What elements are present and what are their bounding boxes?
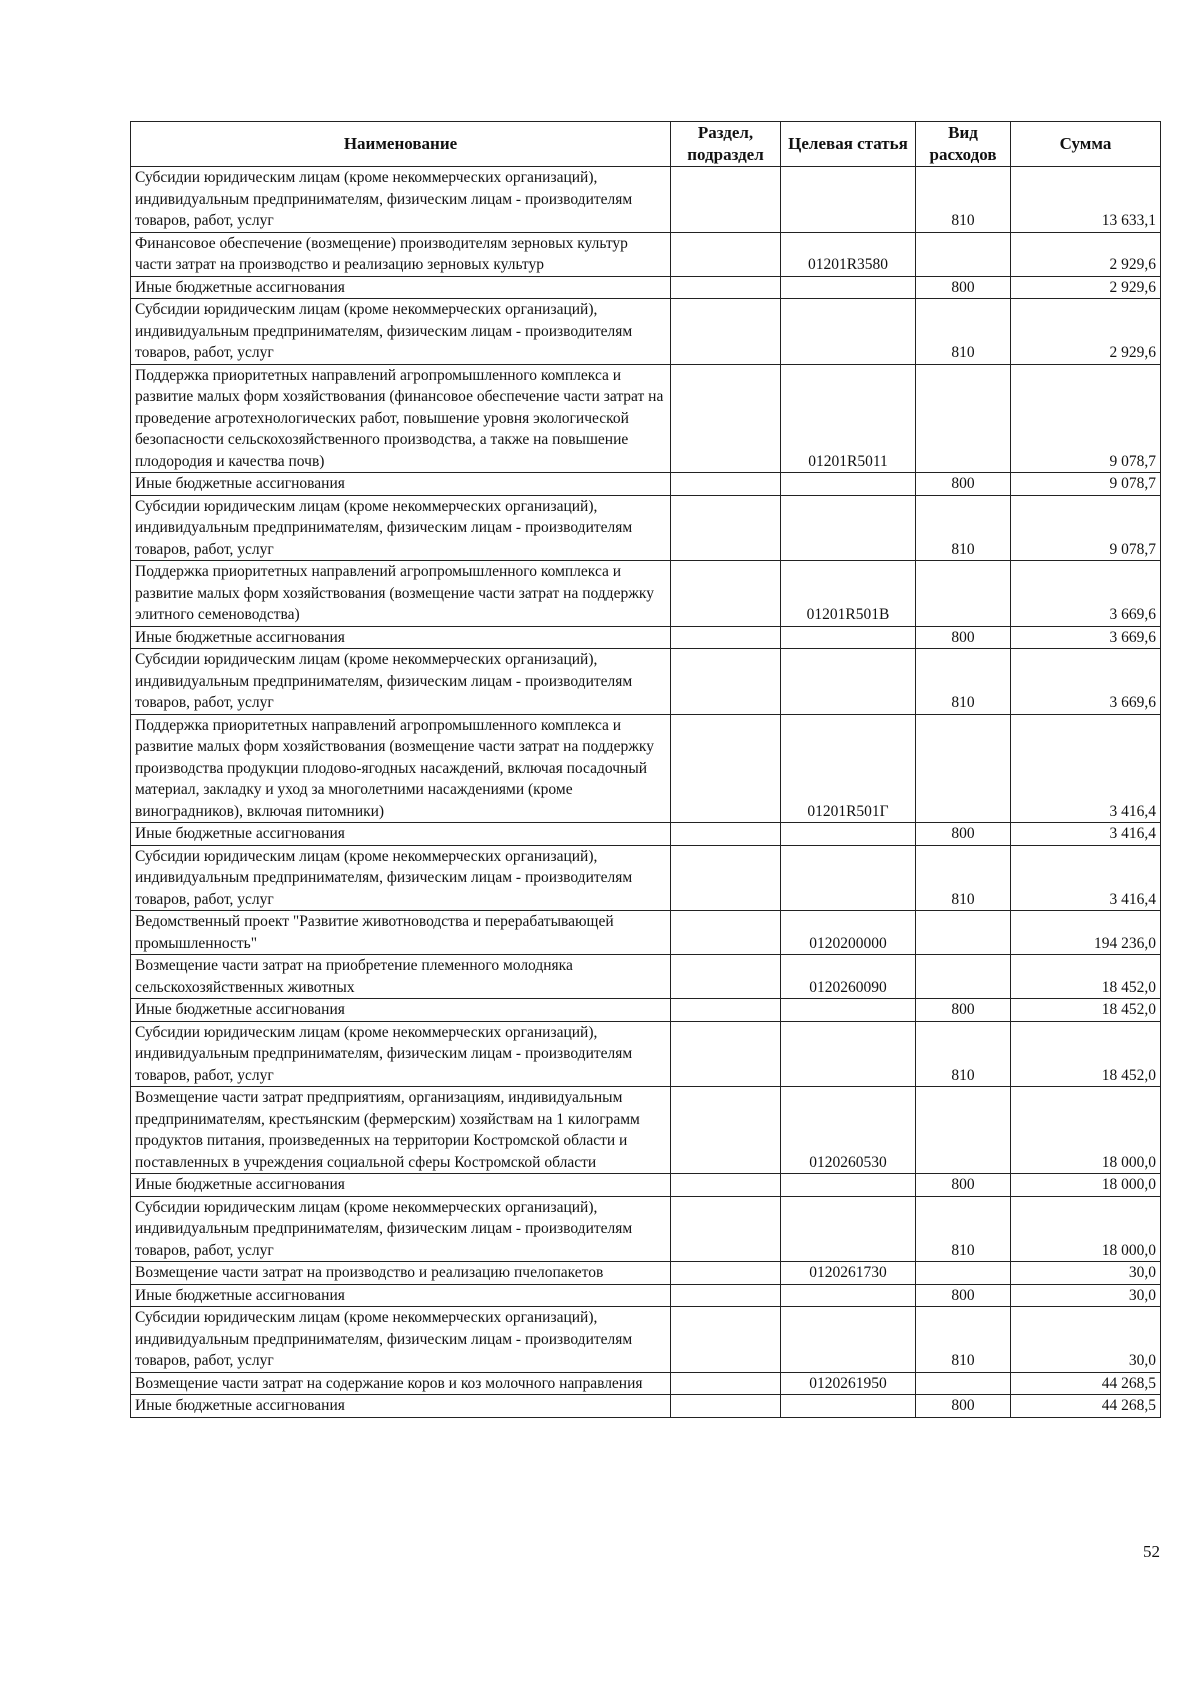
cell-type: 800: [916, 1395, 1011, 1418]
cell-name: Возмещение части затрат на производство и реализацию пчелопакетов: [131, 1262, 671, 1285]
cell-sum: 44 268,5: [1011, 1372, 1161, 1395]
cell-section: [671, 1087, 781, 1174]
cell-name: Субсидии юридическим лицам (кроме некоммерческих организаций), индивидуальным предпринимателям, физическим лицам - производителям товаров, работ, услуг: [131, 1307, 671, 1373]
cell-target: [781, 626, 916, 649]
cell-sum: 3 416,4: [1011, 714, 1161, 823]
cell-section: [671, 1196, 781, 1262]
table-row: [131, 626, 1161, 649]
cell-name: Иные бюджетные ассигнования: [131, 276, 671, 299]
table-row: [131, 1372, 1161, 1395]
cell-type: [916, 364, 1011, 473]
cell-name: Субсидии юридическим лицам (кроме некоммерческих организаций), индивидуальным предпринимателям, физическим лицам - производителям товаров, работ, услуг: [131, 845, 671, 911]
table-row: [131, 955, 1161, 999]
table-row: [131, 999, 1161, 1022]
cell-type: 800: [916, 626, 1011, 649]
cell-sum: 3 669,6: [1011, 626, 1161, 649]
cell-type: [916, 955, 1011, 999]
table-row: [131, 1196, 1161, 1262]
cell-name: Финансовое обеспечение (возмещение) производителям зерновых культур части затрат на производство и реализацию зерновых культур: [131, 232, 671, 276]
cell-section: [671, 276, 781, 299]
cell-name: Субсидии юридическим лицам (кроме некоммерческих организаций), индивидуальным предпринимателям, физическим лицам - производителям товаров, работ, услуг: [131, 1021, 671, 1087]
header-section: Раздел, подраздел: [671, 122, 781, 167]
cell-target: 01201R501Г: [781, 714, 916, 823]
cell-target: 01201R3580: [781, 232, 916, 276]
cell-target: [781, 845, 916, 911]
table-row: [131, 167, 1161, 233]
cell-section: [671, 495, 781, 561]
cell-section: [671, 1307, 781, 1373]
table-row: [131, 1174, 1161, 1197]
cell-target: [781, 299, 916, 365]
cell-name: Ведомственный проект "Развитие животноводства и перерабатывающей промышленность": [131, 911, 671, 955]
table-row: [131, 364, 1161, 473]
cell-section: [671, 364, 781, 473]
cell-sum: 18 452,0: [1011, 999, 1161, 1022]
cell-type: [916, 561, 1011, 627]
cell-type: 810: [916, 1196, 1011, 1262]
cell-name: Субсидии юридическим лицам (кроме некоммерческих организаций), индивидуальным предпринимателям, физическим лицам - производителям товаров, работ, услуг: [131, 1196, 671, 1262]
cell-section: [671, 473, 781, 496]
cell-target: 0120260530: [781, 1087, 916, 1174]
cell-sum: 9 078,7: [1011, 364, 1161, 473]
cell-type: 800: [916, 1174, 1011, 1197]
cell-target: [781, 1196, 916, 1262]
cell-target: [781, 1284, 916, 1307]
cell-target: [781, 495, 916, 561]
cell-type: 810: [916, 845, 1011, 911]
budget-table: [130, 121, 1161, 1418]
cell-target: [781, 1021, 916, 1087]
cell-name: Возмещение части затрат на содержание коров и коз молочного направления: [131, 1372, 671, 1395]
table-row: [131, 649, 1161, 715]
table-row: [131, 911, 1161, 955]
cell-target: [781, 823, 916, 846]
cell-type: [916, 911, 1011, 955]
table-row: [131, 495, 1161, 561]
cell-sum: 3 669,6: [1011, 649, 1161, 715]
table-header-row: [131, 122, 1161, 167]
cell-type: 800: [916, 276, 1011, 299]
cell-section: [671, 1395, 781, 1418]
cell-type: [916, 714, 1011, 823]
cell-name: Возмещение части затрат на приобретение племенного молодняка сельскохозяйственных животных: [131, 955, 671, 999]
cell-sum: 18 000,0: [1011, 1087, 1161, 1174]
cell-section: [671, 1284, 781, 1307]
cell-target: [781, 276, 916, 299]
table-row: [131, 232, 1161, 276]
header-type: Вид расходов: [916, 122, 1011, 167]
cell-target: 01201R5011: [781, 364, 916, 473]
cell-section: [671, 1174, 781, 1197]
cell-section: [671, 1372, 781, 1395]
cell-type: 800: [916, 823, 1011, 846]
cell-sum: 30,0: [1011, 1307, 1161, 1373]
cell-name: Субсидии юридическим лицам (кроме некоммерческих организаций), индивидуальным предпринимателям, физическим лицам - производителям товаров, работ, услуг: [131, 649, 671, 715]
cell-type: [916, 1262, 1011, 1285]
table-row: [131, 473, 1161, 496]
cell-type: 800: [916, 999, 1011, 1022]
cell-target: [781, 649, 916, 715]
cell-target: 0120261730: [781, 1262, 916, 1285]
cell-sum: 30,0: [1011, 1262, 1161, 1285]
cell-name: Возмещение части затрат предприятиям, организациям, индивидуальным предпринимателям, крестьянским (фермерским) хозяйствам на 1 килограмм продуктов питания, произведенных на территории Костромской области и поставленных в учреждения социальной сферы Костромской области: [131, 1087, 671, 1174]
cell-section: [671, 626, 781, 649]
cell-section: [671, 999, 781, 1022]
table-row: [131, 1395, 1161, 1418]
cell-target: [781, 1174, 916, 1197]
cell-name: Иные бюджетные ассигнования: [131, 626, 671, 649]
cell-target: [781, 1307, 916, 1373]
cell-section: [671, 1262, 781, 1285]
cell-section: [671, 955, 781, 999]
table-row: [131, 714, 1161, 823]
cell-section: [671, 845, 781, 911]
cell-name: Иные бюджетные ассигнования: [131, 1174, 671, 1197]
table-body: [131, 167, 1161, 1418]
cell-target: [781, 167, 916, 233]
cell-type: 810: [916, 1021, 1011, 1087]
cell-target: [781, 473, 916, 496]
cell-target: 0120260090: [781, 955, 916, 999]
cell-name: Поддержка приоритетных направлений агропромышленного комплекса и развитие малых форм хозяйствования (возмещение части затрат на поддержку элитного семеноводства): [131, 561, 671, 627]
cell-sum: 9 078,7: [1011, 495, 1161, 561]
header-target: Целевая статья: [781, 122, 916, 167]
page-number: 52: [1143, 1542, 1160, 1561]
cell-name: Поддержка приоритетных направлений агропромышленного комплекса и развитие малых форм хозяйствования (возмещение части затрат на поддержку производства продукции плодово-ягодных насаждений, включая посадочный материал, закладку и уход за многолетними насаждениями (кроме виноградников), включая питомники): [131, 714, 671, 823]
cell-target: 0120261950: [781, 1372, 916, 1395]
cell-sum: 18 452,0: [1011, 955, 1161, 999]
cell-sum: 3 416,4: [1011, 845, 1161, 911]
cell-type: [916, 232, 1011, 276]
table-row: [131, 823, 1161, 846]
cell-name: Субсидии юридическим лицам (кроме некоммерческих организаций), индивидуальным предпринимателям, физическим лицам - производителям товаров, работ, услуг: [131, 495, 671, 561]
cell-type: 810: [916, 649, 1011, 715]
cell-name: Субсидии юридическим лицам (кроме некоммерческих организаций), индивидуальным предпринимателям, физическим лицам - производителям товаров, работ, услуг: [131, 167, 671, 233]
cell-section: [671, 823, 781, 846]
cell-sum: 194 236,0: [1011, 911, 1161, 955]
cell-sum: 2 929,6: [1011, 232, 1161, 276]
cell-sum: 13 633,1: [1011, 167, 1161, 233]
cell-sum: 18 000,0: [1011, 1174, 1161, 1197]
header-name: Наименование: [131, 122, 671, 167]
cell-sum: 18 452,0: [1011, 1021, 1161, 1087]
cell-name: Иные бюджетные ассигнования: [131, 1395, 671, 1418]
cell-target: [781, 999, 916, 1022]
cell-section: [671, 714, 781, 823]
table-row: [131, 1262, 1161, 1285]
table-row: [131, 276, 1161, 299]
table-row: [131, 299, 1161, 365]
cell-target: [781, 1395, 916, 1418]
cell-sum: 2 929,6: [1011, 276, 1161, 299]
cell-name: Иные бюджетные ассигнования: [131, 823, 671, 846]
cell-name: Иные бюджетные ассигнования: [131, 1284, 671, 1307]
cell-section: [671, 299, 781, 365]
cell-sum: 9 078,7: [1011, 473, 1161, 496]
cell-type: 810: [916, 299, 1011, 365]
cell-type: 800: [916, 1284, 1011, 1307]
cell-sum: 44 268,5: [1011, 1395, 1161, 1418]
cell-type: 810: [916, 167, 1011, 233]
table-row: [131, 1307, 1161, 1373]
header-sum: Сумма: [1011, 122, 1161, 167]
table-row: [131, 1284, 1161, 1307]
cell-type: 810: [916, 1307, 1011, 1373]
cell-type: 810: [916, 495, 1011, 561]
cell-name: Иные бюджетные ассигнования: [131, 473, 671, 496]
cell-sum: 18 000,0: [1011, 1196, 1161, 1262]
cell-section: [671, 232, 781, 276]
cell-section: [671, 1021, 781, 1087]
cell-name: Субсидии юридическим лицам (кроме некоммерческих организаций), индивидуальным предпринимателям, физическим лицам - производителям товаров, работ, услуг: [131, 299, 671, 365]
cell-sum: 2 929,6: [1011, 299, 1161, 365]
cell-section: [671, 911, 781, 955]
cell-type: [916, 1372, 1011, 1395]
table-row: [131, 1021, 1161, 1087]
cell-type: [916, 1087, 1011, 1174]
table-row: [131, 845, 1161, 911]
cell-sum: 30,0: [1011, 1284, 1161, 1307]
table-row: [131, 561, 1161, 627]
cell-section: [671, 649, 781, 715]
cell-name: Поддержка приоритетных направлений агропромышленного комплекса и развитие малых форм хозяйствования (финансовое обеспечение части затрат на проведение агротехнологических работ, повышение уровня экологической безопасности сельскохозяйственного производства, а также на повышение плодородия и качества почв): [131, 364, 671, 473]
cell-section: [671, 561, 781, 627]
cell-name: Иные бюджетные ассигнования: [131, 999, 671, 1022]
cell-target: 0120200000: [781, 911, 916, 955]
table-row: [131, 1087, 1161, 1174]
cell-sum: 3 669,6: [1011, 561, 1161, 627]
cell-target: 01201R501B: [781, 561, 916, 627]
cell-sum: 3 416,4: [1011, 823, 1161, 846]
cell-section: [671, 167, 781, 233]
cell-type: 800: [916, 473, 1011, 496]
